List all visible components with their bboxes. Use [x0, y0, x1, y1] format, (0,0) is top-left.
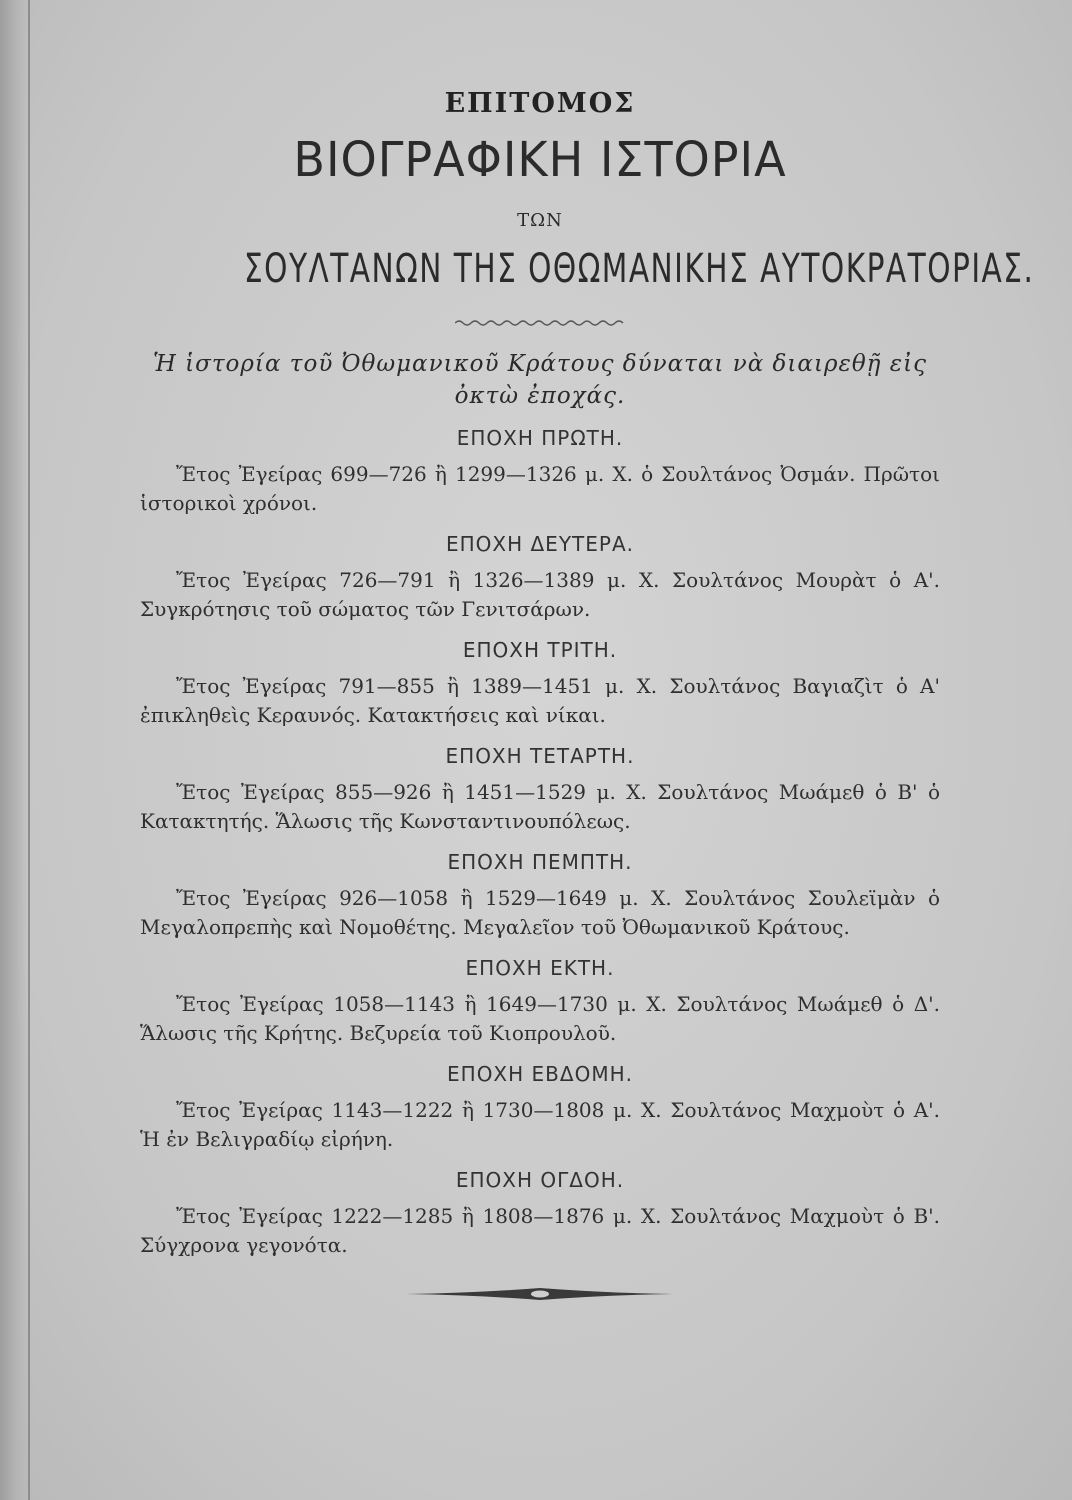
epoch-text: Ἔτος Ἐγείρας 791—855 ἢ 1389—1451 μ. Χ. Σουλτάνος Βαγιαζὶτ ὁ Α' ἐπικληθεὶς Κεραυνός. Κατακτήσεις καὶ νίκαι. [140, 674, 940, 727]
ornament-rule [405, 1284, 675, 1304]
epoch-text: Ἔτος Ἐγείρας 926—1058 ἢ 1529—1649 μ. Χ. Σουλτάνος Σουλεϊμὰν ὁ Μεγαλοπρεπὴς καὶ Νομοθέτης. Μεγαλεῖον τοῦ Ὀθωμανικοῦ Κράτους. [140, 886, 940, 939]
page-binding-edge [0, 0, 28, 1500]
epoch-text: Ἔτος Ἐγείρας 726—791 ἢ 1326—1389 μ. Χ. Σουλτάνος Μουρὰτ ὁ Α'. Συγκρότησις τοῦ σώματος τῶν Γενιτσάρων. [140, 568, 940, 621]
title-connector: ΤΩΝ [517, 210, 563, 231]
epoch-title: ΕΠΟΧΗ ΟΓΔΟΗ. [455, 1168, 625, 1192]
page-fold-line [28, 0, 30, 1500]
subtitle: ΣΟΥΛΤΑΝΩΝ ΤΗΣ ΟΘΩΜΑΝΙΚΗΣ ΑΥΤΟΚΡΑΤΟΡΙΑΣ. [244, 246, 1035, 292]
main-title: ΒΙΟΓΡΑΦΙΚΗ ΙΣΤΟΡΙΑ [293, 132, 787, 188]
epoch-text: Ἔτος Ἐγείρας 1222—1285 ἢ 1808—1876 μ. Χ. Σουλτάνος Μαχμοὺτ ὁ Β'. Σύγχρονα γεγονότα. [140, 1204, 940, 1257]
epoch-section-8 [140, 1166, 940, 1260]
epoch-section-3 [140, 636, 940, 730]
epoch-text: Ἔτος Ἐγείρας 699—726 ἢ 1299—1326 μ. Χ. ὁ Σουλτάνος Ὀσμάν. Πρῶτοι ἱστορικοὶ χρόνοι. [140, 462, 940, 515]
epoch-text: Ἔτος Ἐγείρας 1143—1222 ἢ 1730—1808 μ. Χ. Σουλτάνος Μαχμοὺτ ὁ Α'. Ἡ ἐν Βελιγραδίῳ εἰρήνη. [140, 1098, 940, 1151]
wavy-divider [455, 318, 625, 328]
small-title: ΕΠΙΤΟΜΟΣ [444, 88, 636, 119]
epoch-section-4 [140, 742, 940, 836]
epoch-section-5 [140, 848, 940, 942]
epoch-title: ΕΠΟΧΗ ΤΡΙΤΗ. [462, 638, 618, 662]
epoch-section-7 [140, 1060, 940, 1154]
epoch-title: ΕΠΟΧΗ ΔΕΥΤΕΡΑ. [445, 532, 634, 556]
intro-text: Ἡ ἱστορία τοῦ Ὀθωμανικοῦ Κράτους δύναται νὰ διαιρεθῇ εἰς ὀκτὼ ἐποχάς. [152, 351, 928, 409]
epoch-section-6 [140, 954, 940, 1048]
epoch-text: Ἔτος Ἐγείρας 1058—1143 ἢ 1649—1730 μ. Χ. Σουλτάνος Μωάμεθ ὁ Δ'. Ἅλωσις τῆς Κρήτης. Βεζυρεία τοῦ Κιοπρουλοῦ. [140, 992, 940, 1045]
epoch-title: ΕΠΟΧΗ ΕΚΤΗ. [465, 956, 615, 980]
epoch-text: Ἔτος Ἐγείρας 855—926 ἢ 1451—1529 μ. Χ. Σουλτάνος Μωάμεθ ὁ Β' ὁ Κατακτητής. Ἅλωσις τῆς Κωνσταντινουπόλεως. [140, 780, 940, 833]
epoch-title: ΕΠΟΧΗ ΠΡΩΤΗ. [456, 426, 624, 450]
epoch-section-2 [140, 530, 940, 624]
epoch-title: ΕΠΟΧΗ ΠΕΜΠΤΗ. [447, 850, 633, 874]
epoch-title: ΕΠΟΧΗ ΕΒΔΟΜΗ. [447, 1062, 633, 1086]
page-content [140, 84, 1035, 1304]
epoch-section-1 [140, 424, 940, 518]
epoch-title: ΕΠΟΧΗ ΤΕΤΑΡΤΗ. [445, 744, 635, 768]
